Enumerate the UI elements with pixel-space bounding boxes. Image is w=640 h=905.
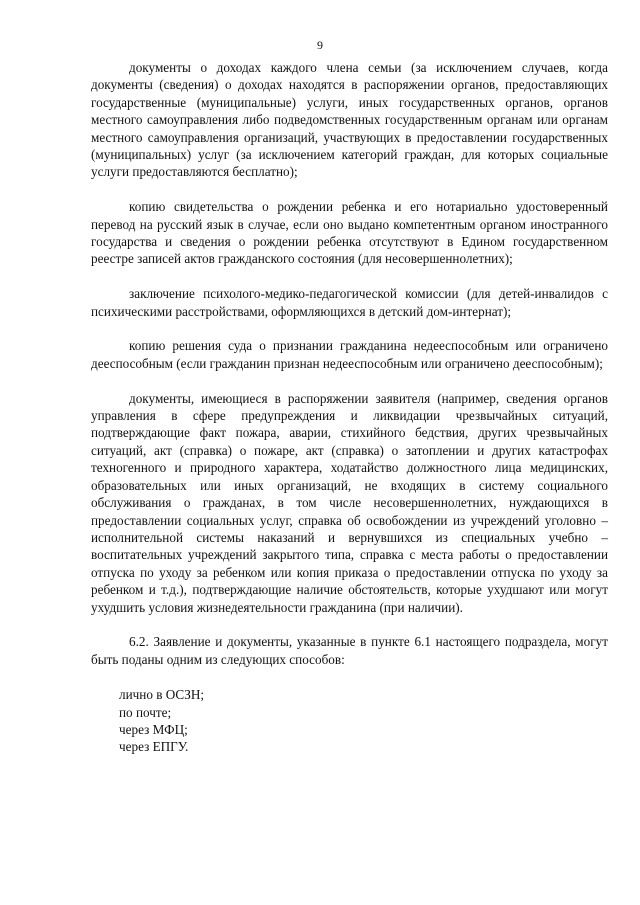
paragraph-submission-methods: 6.2. Заявление и документы, указанные в пункте 6.1 настоящего подраздела, могут быть поданы одним из следующих способов: (91, 634, 608, 667)
list-item: через МФЦ; (119, 721, 188, 737)
list-item: лично в ОСЗН; (119, 687, 205, 703)
paragraph-commission-conclusion: заключение психолого-медико-педагогической комиссии (для детей-инвалидов с психическими расстройствами, оформляющихся в детский дом-интернат); (91, 286, 608, 319)
submission-methods-list (91, 686, 608, 756)
paragraph-court-decision: копию решения суда о признании гражданина недееспособным или ограничено дееспособным (если гражданин признан недееспособным или ограничено дееспособным); (91, 338, 608, 371)
paragraph-income-documents: документы о доходах каждого члена семьи (за исключением случаев, когда документы (сведения) о доходах находятся в распоряжении органов, предоставляющих государственные (муниципальные) услуги, иных государственных органов, органов местного самоуправления либо подведомственных государственным органам или органам местного самоуправления организаций, участвующих в предоставлении государственных (муниципальных) услуг (за исключением категорий граждан, для которых социальные услуги предоставляются бесплатно); (91, 60, 608, 180)
paragraph-birth-certificate: копию свидетельства о рождении ребенка и его нотариально удостоверенный перевод на русский язык в случае, если оно выдано компетентным органом иностранного государства и сведения о рождении ребенка отсутствуют в Едином государственном реестре записей актов гражданского состояния (для несовершеннолетних); (91, 199, 608, 267)
paragraph-applicant-documents: документы, имеющиеся в распоряжении заявителя (например, сведения органов управления в сфере предупреждения и ликвидации чрезвычайных ситуаций, подтверждающие факт пожара, аварии, стихийного бедствия, других чрезвычайных ситуаций, акт (справка) о пожаре, акт (справка) о затоплении и других катастрофах техногенного и природного характера, ходатайство должностного лица медицинских, образовательных или иных организаций, не входящих в систему социального обслуживания о гражданах, в том числе несовершеннолетних, нуждающихся в предоставлении социальных услуг, справка об освобождении из учреждений уголовно – исполнительной системы наказаний и вернувшихся из специальных учебно – воспитательных учреждений закрытого типа, справка с места работы о предоставлении отпуска по уходу за ребенком или копия приказа о предоставлении отпуска по уходу за ребенком и т.д.), подтверждающие наличие обстоятельств, которые ухудшают или могут ухудшить условия жизнедеятельности гражданина (при наличии). (91, 390, 608, 615)
page-number: 9 (317, 38, 323, 52)
document-body (91, 59, 608, 756)
list-item: по почте; (119, 704, 172, 720)
list-item: через ЕПГУ. (119, 739, 189, 755)
